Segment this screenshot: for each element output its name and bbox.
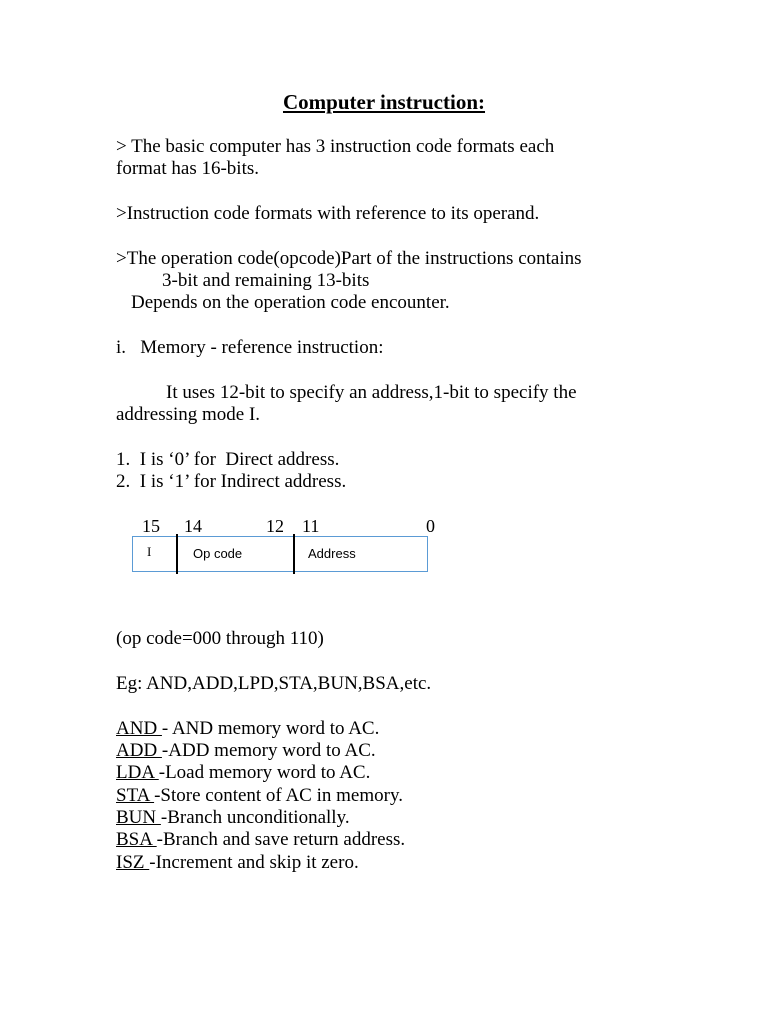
bit-label-15: 15 (142, 516, 160, 536)
instruction-description: - AND memory word to AC. (161, 718, 380, 739)
instruction-item (116, 785, 403, 807)
instruction-description: -Load memory word to AC. (158, 762, 371, 783)
bit-label-14: 14 (184, 516, 202, 536)
instruction-description: -Store content of AC in memory. (154, 785, 403, 806)
instruction-mnemonic: ADD (116, 740, 162, 761)
bit-label-12: 12 (266, 516, 284, 536)
opcode-range: (op code=000 through 110) (116, 628, 324, 649)
instruction-description: -Branch unconditionally. (160, 807, 350, 828)
mode-direct: 1. I is ‘0’ for Direct address. (116, 449, 340, 470)
field-address: Address (308, 546, 356, 561)
instruction-item (116, 718, 379, 740)
instruction-mnemonic: BUN (116, 807, 161, 828)
field-opcode: Op code (193, 546, 243, 561)
intro-line-4: >The operation code(opcode)Part of the instructions contains (116, 248, 582, 269)
page-title: Computer instruction: (282, 90, 486, 114)
description-line-2: addressing mode I. (116, 404, 261, 425)
instruction-mnemonic: BSA (116, 829, 157, 850)
field-divider (176, 534, 178, 574)
instruction-description: -Increment and skip it zero. (149, 852, 359, 873)
instruction-mnemonic: ISZ (116, 852, 150, 873)
instruction-mnemonic: LDA (116, 762, 159, 783)
bit-label-0: 0 (426, 516, 435, 536)
intro-line-2: format has 16-bits. (116, 158, 260, 179)
instruction-item (116, 852, 359, 874)
instruction-item (116, 829, 405, 851)
intro-line-1: > The basic computer has 3 instruction code formats each (116, 136, 555, 157)
mode-indirect: 2. I is ‘1’ for Indirect address. (116, 471, 347, 492)
intro-line-6: Depends on the operation code encounter. (131, 292, 450, 313)
section-heading: i. Memory - reference instruction: (116, 337, 384, 358)
field-divider (293, 534, 295, 574)
instruction-mnemonic: AND (116, 718, 162, 739)
examples-line: Eg: AND,ADD,LPD,STA,BUN,BSA,etc. (116, 673, 432, 694)
instruction-item (116, 807, 350, 829)
description-line-1: It uses 12-bit to specify an address,1-bit to specify the (166, 382, 577, 403)
instruction-description: -Branch and save return address. (156, 829, 406, 850)
instruction-item (116, 762, 370, 784)
bit-label-11: 11 (302, 516, 320, 536)
intro-line-3: >Instruction code formats with reference to its operand. (116, 203, 540, 224)
instruction-mnemonic: STA (116, 785, 155, 806)
field-i: I (147, 544, 152, 559)
format-box (132, 536, 428, 572)
intro-line-5: 3-bit and remaining 13-bits (162, 270, 370, 291)
instruction-item (116, 740, 376, 762)
instruction-description: -ADD memory word to AC. (161, 740, 376, 761)
